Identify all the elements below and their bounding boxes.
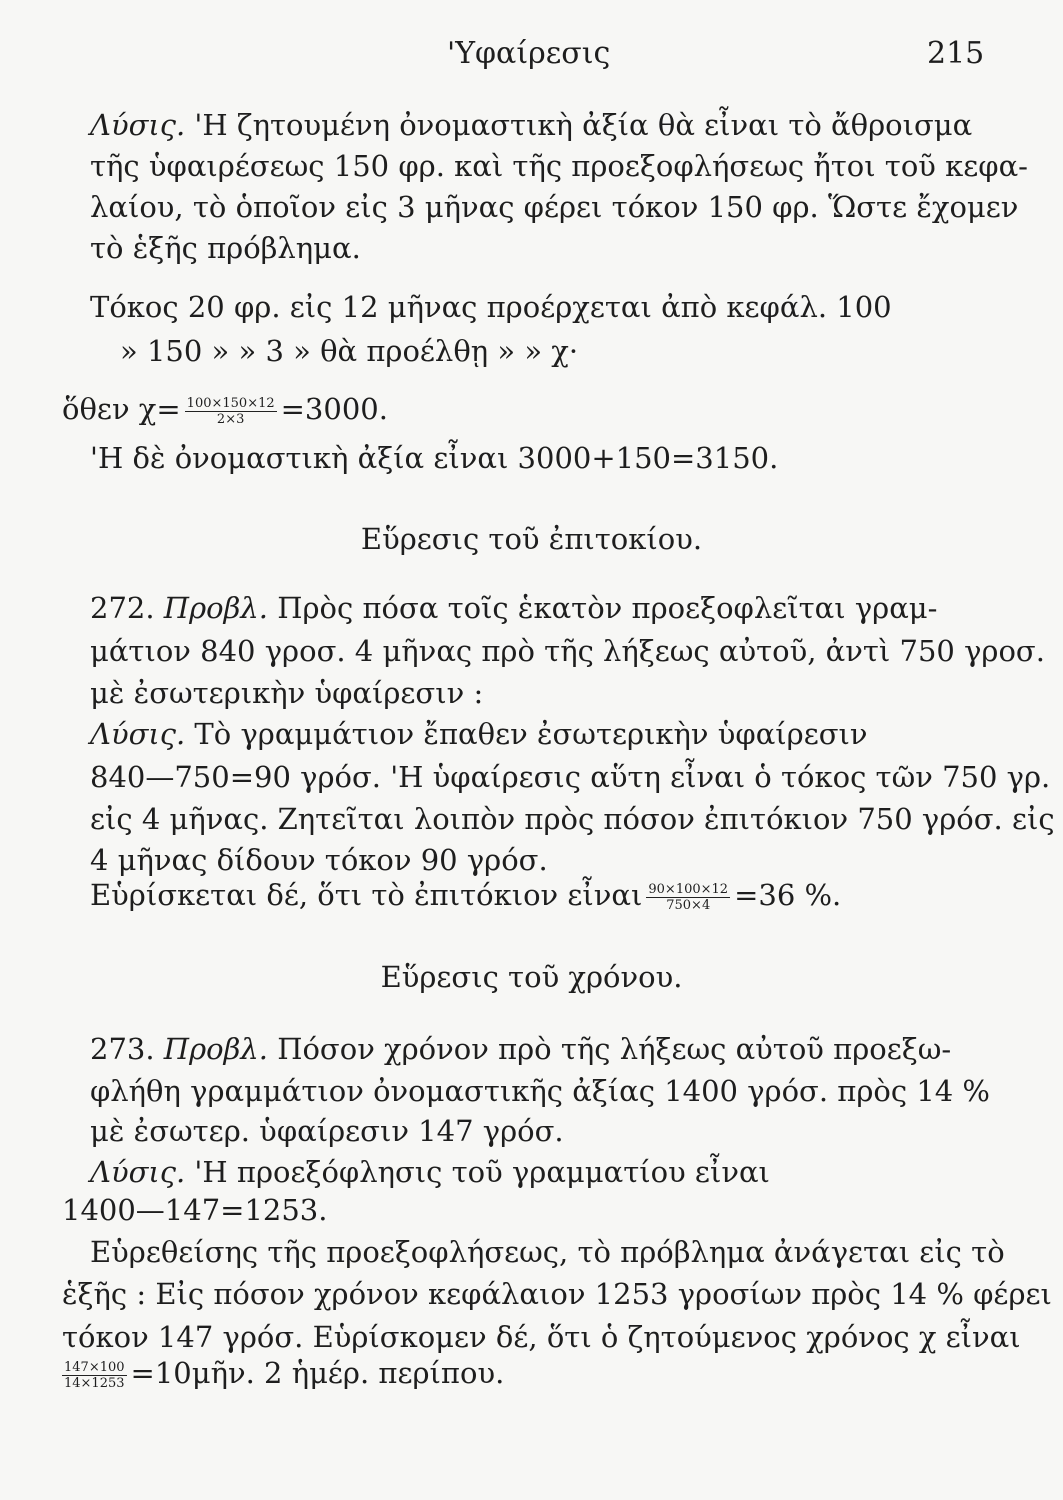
problem-label: Προβλ. [163, 1032, 268, 1066]
text-line: μάτιον 840 γροσ. 4 μῆνας πρὸ τῆς λήξεως αὐτοῦ, ἀντὶ 750 γροσ. [90, 634, 1045, 668]
proportion-row: » 150 » » 3 » θὰ προέλθῃ » » χ· [120, 334, 579, 368]
solution-paragraph-line [90, 108, 972, 142]
text-line: μὲ ἐσωτερ. ὑφαίρεσιν 147 γρόσ. [90, 1114, 564, 1148]
formula-prefix: ὅθεν χ= [62, 392, 181, 426]
formula-result: =3000. [280, 392, 388, 426]
formula-result: =36 %. [734, 878, 842, 912]
section-heading: Εὕρεσις τοῦ ἐπιτοκίου. [360, 522, 703, 556]
text-line: τόκον 147 γρόσ. Εὑρίσκομεν δέ, ὅτι ὁ ζητούμενος χρόνος χ εἶναι [62, 1320, 1021, 1354]
text-run: Πρὸς πόσα τοῖς ἑκατὸν προεξοφλεῖται γραμ- [277, 591, 938, 625]
solution-label: Λύσις. [90, 717, 186, 751]
solution-label: Λύσις. [90, 108, 186, 142]
formula-line [90, 878, 841, 912]
fraction-numerator: 147×100 [64, 1359, 125, 1375]
solution-line [90, 717, 868, 751]
text-line: 1400—147=1253. [62, 1193, 328, 1227]
problem-label: Προβλ. [163, 591, 268, 625]
problem-statement-line [90, 1032, 951, 1066]
text-line: μὲ ἐσωτερικὴν ὑφαίρεσιν : [90, 676, 484, 710]
proportion-row: Τόκος 20 φρ. εἰς 12 μῆνας προέρχεται ἀπὸ κεφάλ. 100 [90, 290, 892, 324]
running-head-title: 'Υφαίρεσις [447, 36, 611, 71]
text-line: λαίου, τὸ ὁποῖον εἰς 3 μῆνας φέρει τόκον 150 φρ. Ὥστε ἔχομεν [90, 190, 1019, 224]
fraction [185, 397, 277, 426]
text-line: ἑξῆς : Εἰς πόσον χρόνον κεφάλαιον 1253 γροσίων πρὸς 14 % φέρει [62, 1277, 1052, 1311]
text-line: Εὑρεθείσης τῆς προεξοφλήσεως, τὸ πρόβλημα ἀνάγεται εἰς τὸ [90, 1235, 1005, 1269]
text-line: φλήθη γραμμάτιον ὀνομαστικῆς ἀξίας 1400 γρόσ. πρὸς 14 % [90, 1074, 990, 1108]
solution-label: Λύσις. [90, 1155, 186, 1189]
problem-number: 272. [90, 591, 155, 625]
formula-line [58, 1356, 504, 1390]
text-run: 'Η προεξόφλησις τοῦ γραμματίου εἶναι [194, 1155, 770, 1189]
text-run: Τὸ γραμμάτιον ἔπαθεν ἐσωτερικὴν ὑφαίρεσιν [194, 717, 868, 751]
problem-statement-line [90, 591, 937, 625]
fraction [62, 1361, 127, 1390]
fraction-denominator: 14×1253 [64, 1375, 125, 1391]
fraction-denominator: 750×4 [666, 897, 711, 913]
problem-number: 273. [90, 1032, 155, 1066]
text-line: 4 μῆνας δίδουν τόκον 90 γρόσ. [90, 843, 548, 877]
formula-result: =10μῆν. 2 ἡμέρ. περίπου. [130, 1356, 505, 1390]
text-run: Πόσον χρόνον πρὸ τῆς λήξεως αὐτοῦ προεξω- [277, 1032, 952, 1066]
page-number: 215 [927, 36, 985, 71]
fraction-denominator: 2×3 [216, 411, 245, 427]
text-line: 840—750=90 γρόσ. 'Η ὑφαίρεσις αὕτη εἶναι ὁ τόκος τῶν 750 γρ. [90, 760, 1051, 794]
text-line: τὸ ἑξῆς πρόβλημα. [90, 231, 361, 265]
solution-line [90, 1155, 770, 1189]
nominal-value-line: 'Η δὲ ὀνομαστικὴ ἀξία εἶναι 3000+150=3150. [90, 441, 779, 475]
fraction [646, 883, 730, 912]
fraction-numerator: 100×150×12 [186, 395, 275, 411]
text-line: εἰς 4 μῆνας. Ζητεῖται λοιπὸν πρὸς πόσον ἐπιτόκιον 750 γρόσ. εἰς [90, 802, 1055, 836]
text-run: 'Η ζητουμένη ὀνομαστικὴ ἀξία θὰ εἶναι τὸ ἄθροισμα [194, 108, 973, 142]
formula-line [62, 392, 388, 426]
text-line: τῆς ὑφαιρέσεως 150 φρ. καὶ τῆς προεξοφλήσεως ἤτοι τοῦ κεφα- [90, 149, 1028, 183]
fraction-numerator: 90×100×12 [648, 881, 729, 897]
text-run: Εὑρίσκεται δέ, ὅτι τὸ ἐπιτόκιον εἶναι [90, 878, 643, 912]
section-heading: Εὕρεσις τοῦ χρόνου. [380, 960, 683, 994]
